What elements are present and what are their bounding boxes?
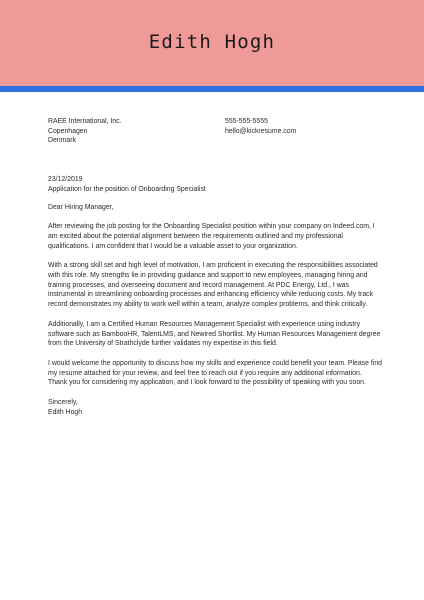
applicant-name: Edith Hogh xyxy=(148,31,276,53)
paragraph-skills: With a strong skill set and high level of motivation, I am proficient in executing the responsibilities associated with this role. My strengths lie in providing guidance and support to new employees, managing hiring and training processes, and overseeing document and record management. At PDC Energy, Ltd., I was instrumental in streamlining onboarding processes and enhancing efficiency while reducing costs. My track record demonstrates my ability to work well within a team, analyze complex problems, and think critically. xyxy=(48,262,378,309)
header-band xyxy=(0,0,424,86)
letter-subject: Application for the position of Onboarding Specialist xyxy=(48,185,206,193)
letter-body xyxy=(48,117,382,417)
recipient-city: Copenhagen xyxy=(48,127,88,135)
letter-date: 23/12/2019 xyxy=(48,176,83,184)
sender-contact xyxy=(225,117,382,146)
salutation: Dear Hiring Manager, xyxy=(48,203,114,211)
accent-divider xyxy=(0,86,424,92)
paragraph-closing: I would welcome the opportunity to discuss how my skills and experience could benefit your team. Please find my resume attached for your review, and feel free to reach out if you require any additional information. Thank you for considering my application, and I look forward to the possibility of speaking with you soon. xyxy=(48,359,382,387)
sender-email: hello@kickresume.com xyxy=(225,127,297,135)
paragraph-intro: After reviewing the job posting for the Onboarding Specialist position within your company on Indeed.com, I am excited about the potential alignment between the requirements outlined and my professional qualifications. I am confident that I would be a valuable asset to your organization. xyxy=(48,223,375,250)
sign-off xyxy=(48,398,382,417)
signature-name: Edith Hogh xyxy=(48,408,83,416)
closing-phrase: Sincerely, xyxy=(48,399,78,407)
recipient-country: Denmark xyxy=(48,137,76,145)
recipient-address xyxy=(48,117,225,146)
recipient-company: RAEE International, Inc. xyxy=(48,118,122,125)
contact-block xyxy=(48,117,382,146)
sender-phone: 555-555-5555 xyxy=(225,118,268,125)
paragraph-certifications: Additionally, I am a Certified Human Resources Management Specialist with experience using industry software such as BambooHR, TalentLMS, and Newired Shortlist. My Human Resources Management degree from the University of Strathclyde further validates my expertise in this field. xyxy=(48,320,381,348)
letter-meta xyxy=(48,175,382,194)
